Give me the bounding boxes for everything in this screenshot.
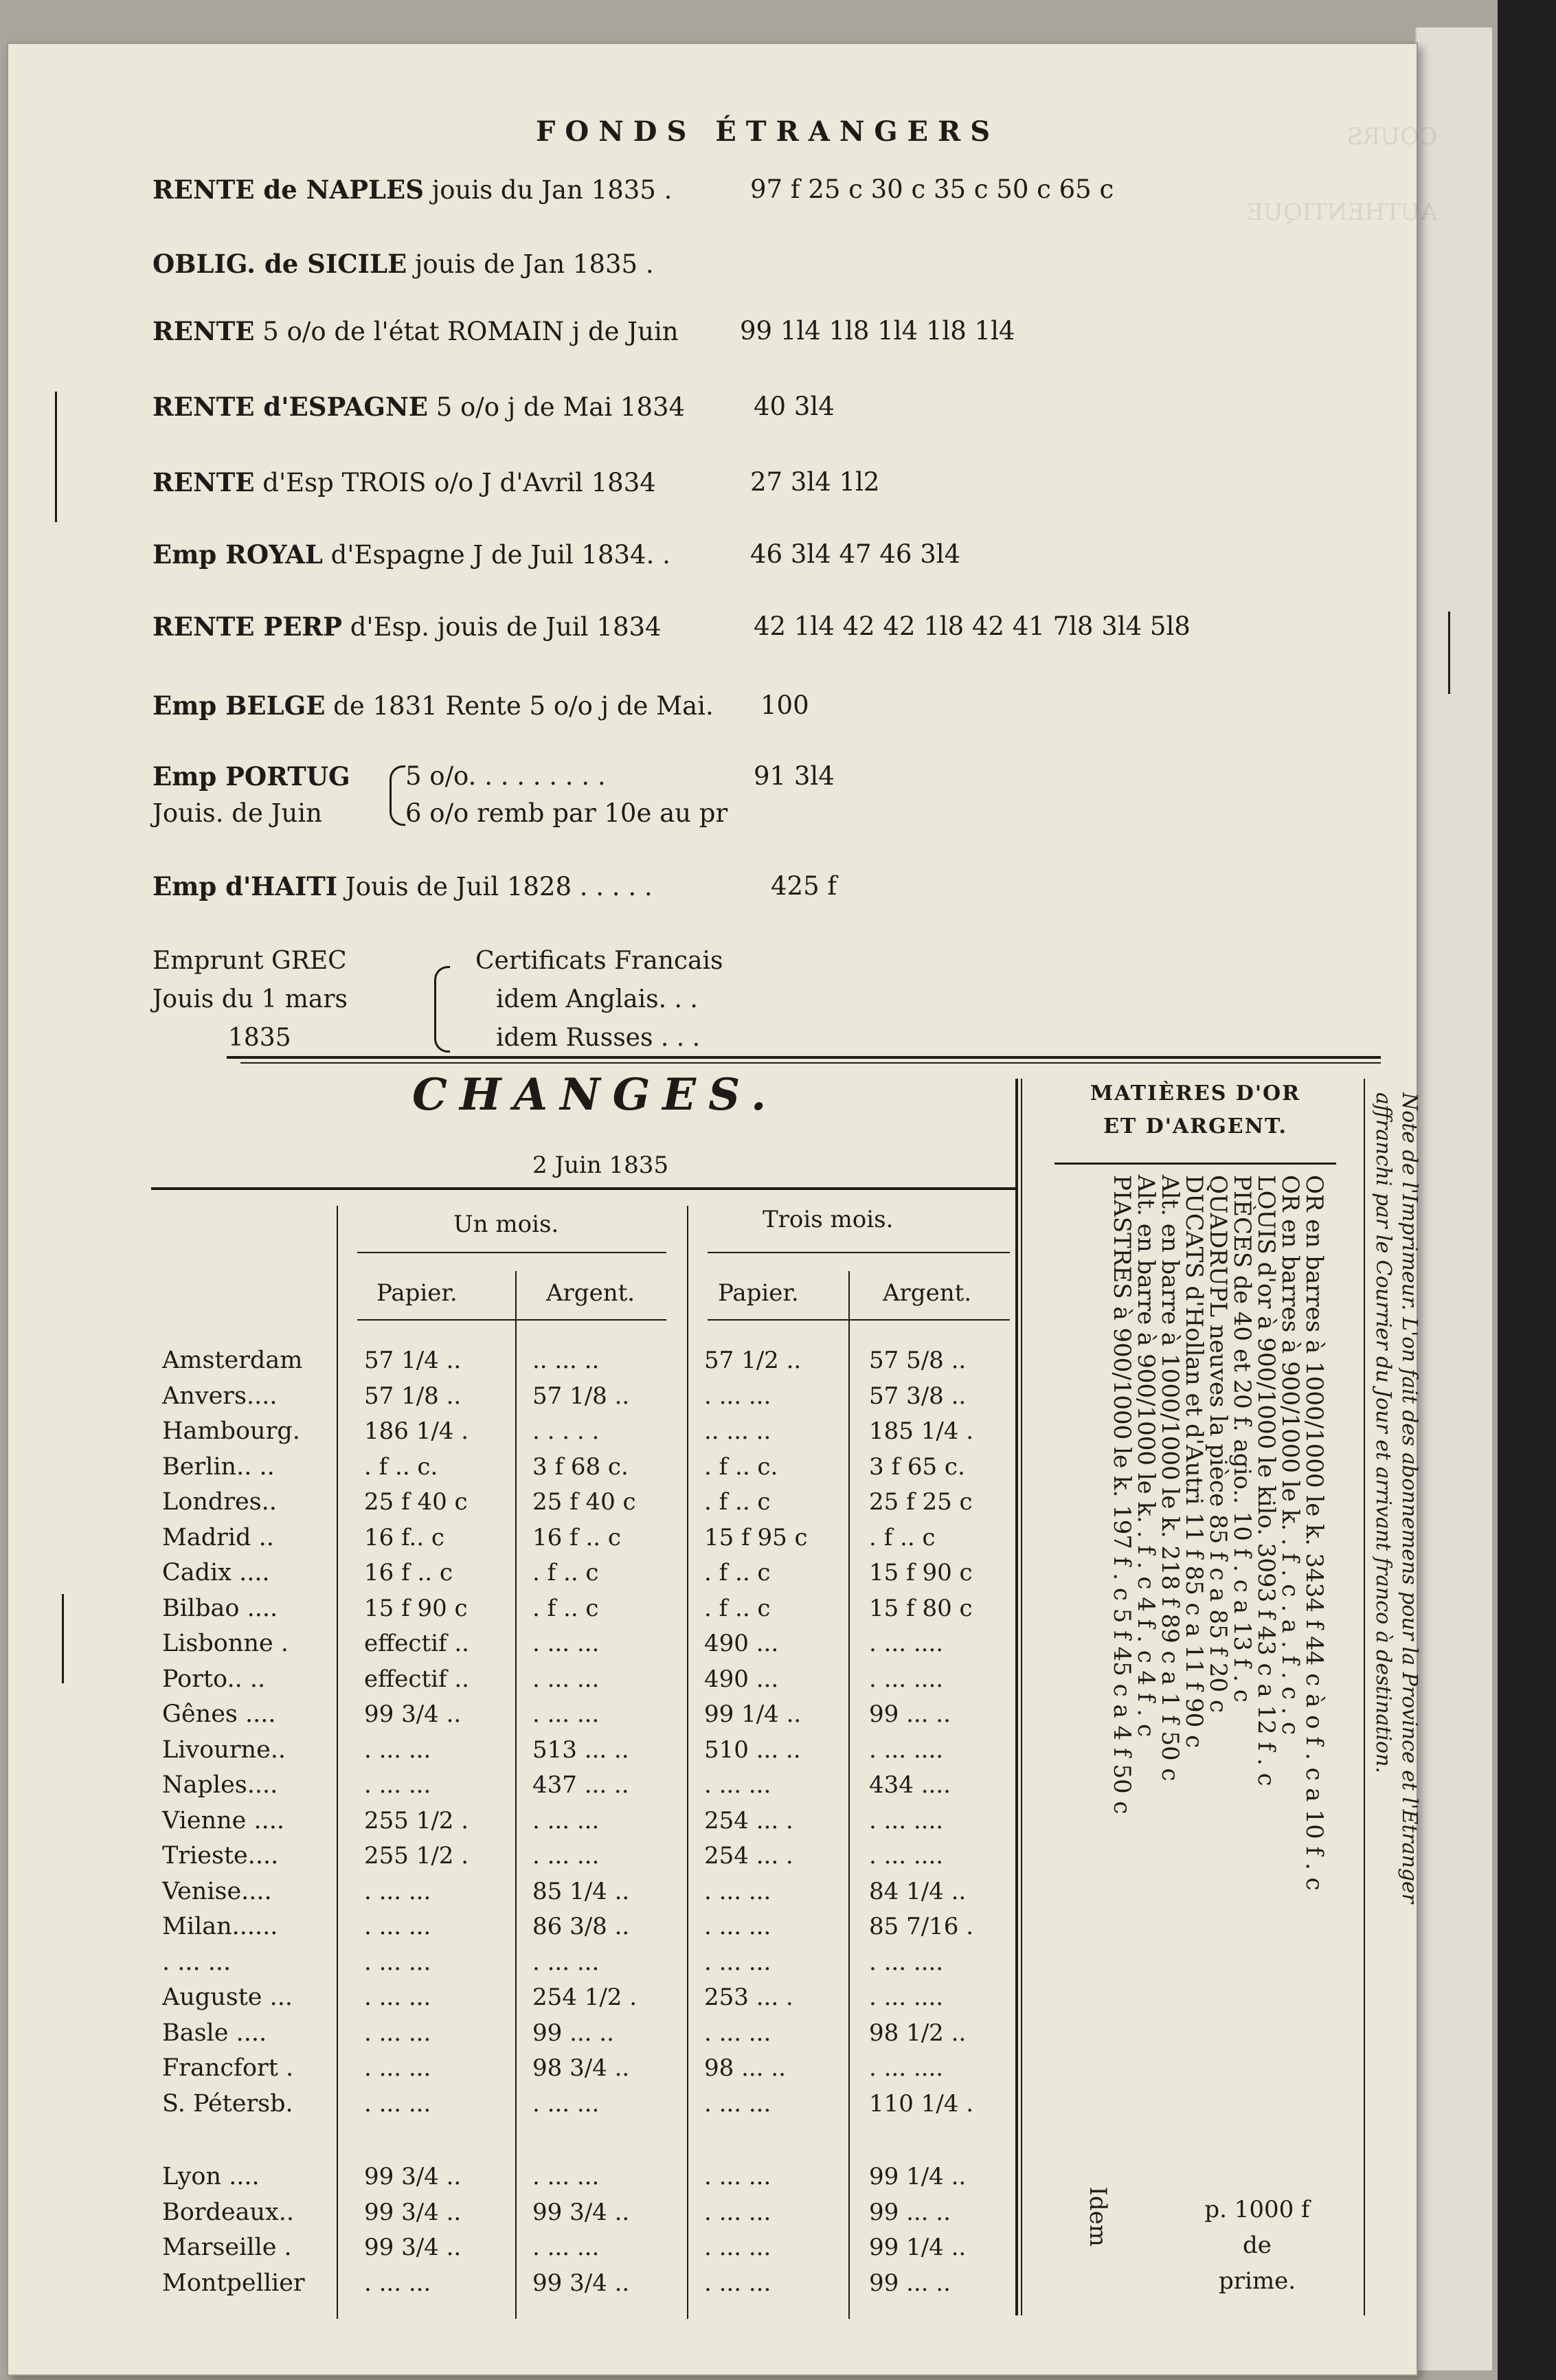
- city-name: Hambourg.: [162, 1417, 300, 1445]
- rate-cell: 513 ... ..: [532, 1736, 629, 1764]
- margin-mark: [55, 392, 57, 522]
- rate-cell: 99 3/4 ..: [364, 1700, 462, 1728]
- rate-cell: 84 1/4 ..: [869, 1877, 967, 1905]
- rate-cell: . f .. c: [869, 1523, 936, 1551]
- rate-cell: . ... ...: [364, 2019, 431, 2047]
- matieres-rates: [1030, 1175, 1326, 2288]
- rate-cell: 490 ...: [704, 1665, 779, 1693]
- rate-cell: . ... ....: [869, 1842, 944, 1870]
- city-name: Basle ....: [162, 2019, 267, 2047]
- col-underline: [708, 1319, 1010, 1321]
- fonds-row: Emp d'HAITI Jouis de Juil 1828 . . . . . 425 f: [153, 871, 837, 901]
- rate-cell: . ... ....: [869, 1984, 944, 2011]
- city-name: Amsterdam: [162, 1347, 303, 1374]
- rate-cell: . ... ...: [532, 1806, 600, 1834]
- rate-cell: 15 f 90 c: [364, 1594, 468, 1622]
- brace: [390, 765, 405, 826]
- rate-cell: . ... ....: [869, 1665, 944, 1693]
- rate-cell: . ... ...: [704, 2163, 771, 2190]
- rate-cell: 86 3/8 ..: [532, 1913, 630, 1940]
- column-divider: [1015, 1079, 1018, 2315]
- rate-cell: 99 1/4 ..: [869, 2163, 967, 2190]
- rate-cell: 98 3/4 ..: [532, 2054, 630, 2082]
- matieres-line: LOUIS d'or à 900/1000 le kilo. 3093 f 43 c a 12 f . c: [1252, 1175, 1280, 1786]
- table-column-rule: [337, 1206, 338, 2319]
- rate-cell: . ... ...: [364, 2054, 431, 2082]
- rate-cell: 99 ... ..: [869, 2269, 951, 2297]
- matieres-line: PIASTRES à 900/1000 le k. 197 f . c 5 f 45 c a 4 f 50 c: [1108, 1175, 1136, 1815]
- rate-cell: .. ... ..: [704, 1417, 771, 1445]
- fonds-row: RENTE 5 o/o de l'état ROMAIN j de Juin 99 1l4 1l8 1l4 1l8 1l4: [153, 316, 1015, 346]
- rate-cell: . ... ....: [869, 1806, 944, 1834]
- rate-cell: . f .. c: [532, 1559, 599, 1586]
- rate-cell: . f .. c.: [364, 1452, 438, 1481]
- rate-cell: .. ... ..: [532, 1347, 600, 1374]
- rate-cell: 98 1/2 ..: [869, 2019, 967, 2047]
- city-name: Bordeaux..: [162, 2198, 295, 2226]
- changes-title: CHANGES.: [412, 1069, 779, 1121]
- rate-cell: . ... ...: [364, 1948, 431, 1976]
- col-argent-3: Argent.: [883, 1279, 972, 1307]
- section-divider: [227, 1056, 1381, 1059]
- table-column-rule: [687, 1206, 688, 2319]
- rate-cell: 254 ... .: [704, 1806, 793, 1834]
- city-name: . ... ...: [162, 1948, 232, 1976]
- city-name: Francfort .: [162, 2054, 294, 2082]
- margin-mark: [62, 1594, 64, 1683]
- rate-cell: 25 f 25 c: [869, 1488, 973, 1516]
- rate-cell: . ... ....: [869, 2054, 944, 2082]
- rate-cell: 434 ....: [869, 1771, 951, 1799]
- rate-cell: 99 3/4 ..: [364, 2163, 462, 2190]
- city-name: Lyon ....: [162, 2163, 260, 2190]
- city-name: Venise....: [162, 1877, 272, 1905]
- fonds-row: RENTE d'ESPAGNE 5 o/o j de Mai 1834 40 3l4: [153, 392, 835, 422]
- city-name: Gênes ....: [162, 1700, 276, 1728]
- rate-cell: . f .. c: [532, 1594, 599, 1622]
- group-underline: [357, 1252, 666, 1253]
- rate-cell: . ... ...: [364, 1771, 431, 1799]
- city-name: Anvers....: [162, 1382, 278, 1410]
- margin-mark: [1448, 611, 1450, 694]
- group-underline: [708, 1252, 1010, 1253]
- rate-cell: 57 3/8 ..: [869, 1382, 967, 1410]
- rate-cell: 16 f .. c: [532, 1523, 621, 1551]
- city-name: Madrid ..: [162, 1523, 274, 1551]
- rate-cell: . f .. c: [704, 1488, 771, 1516]
- city-name: Vienne ....: [162, 1806, 284, 1834]
- rate-cell: . ... ...: [364, 1913, 431, 1940]
- rate-cell: . ... ....: [869, 1948, 944, 1976]
- rate-cell: 85 7/16 .: [869, 1913, 974, 1940]
- matieres-heading: MATIÈRES D'OR ET D'ARGENT.: [1090, 1081, 1301, 1138]
- rate-cell: 3 f 68 c.: [532, 1452, 629, 1481]
- rate-cell: 490 ...: [704, 1630, 779, 1657]
- table-column-rule: [515, 1271, 517, 2319]
- rate-cell: 16 f .. c: [364, 1559, 453, 1586]
- city-name: Montpellier: [162, 2269, 305, 2297]
- rate-cell: 99 1/4 ..: [869, 2234, 967, 2261]
- rate-cell: . ... ....: [869, 1736, 944, 1764]
- col-papier-1: Papier.: [376, 1279, 458, 1307]
- city-name: Livourne..: [162, 1736, 286, 1764]
- matieres-line: QUADRUPL neuves la pièce 85 f c a 85 f 20 c: [1204, 1175, 1232, 1713]
- fonds-row: Emp BELGE de 1831 Rente 5 o/o j de Mai. 100: [153, 691, 809, 721]
- rate-cell: . ... ...: [364, 1984, 431, 2011]
- rate-cell: 57 1/8 ..: [532, 1382, 630, 1410]
- book-spine: [1498, 0, 1556, 2380]
- rate-cell: . ... ...: [704, 2019, 771, 2047]
- col-papier-3: Papier.: [718, 1279, 799, 1307]
- rate-cell: effectif ..: [364, 1630, 469, 1657]
- rate-cell: 437 ... ..: [532, 1771, 629, 1799]
- city-name: Marseille .: [162, 2234, 292, 2261]
- rate-cell: . ... ...: [532, 1842, 600, 1870]
- rate-cell: . ... ...: [364, 2089, 431, 2118]
- city-name: Bilbao ....: [162, 1594, 278, 1622]
- rate-cell: . ... ...: [532, 1665, 600, 1693]
- fonds-row: RENTE d'Esp TROIS o/o J d'Avril 1834 27 3l4 1l2: [153, 467, 880, 497]
- matieres-prime: p. 1000 f de prime.: [1204, 2196, 1310, 2295]
- rate-cell: 16 f.. c: [364, 1523, 444, 1551]
- col-argent-1: Argent.: [546, 1279, 635, 1307]
- rate-cell: . ... ...: [704, 1382, 771, 1410]
- rate-cell: 99 1/4 ..: [704, 1700, 802, 1728]
- col-underline: [357, 1319, 666, 1321]
- rate-cell: 254 1/2 .: [532, 1984, 638, 2011]
- rate-cell: 57 1/8 ..: [364, 1382, 462, 1410]
- rate-cell: 57 1/2 ..: [704, 1347, 802, 1374]
- rate-cell: . . . . .: [532, 1417, 600, 1445]
- rate-cell: effectif ..: [364, 1665, 469, 1693]
- matieres-line: OR en barres à 900/1000 le k. . f . c . a . f . c . c: [1276, 1175, 1304, 1736]
- rate-cell: 85 1/4 ..: [532, 1877, 630, 1905]
- rate-cell: 25 f 40 c: [532, 1488, 636, 1516]
- rate-cell: . ... ...: [532, 2089, 600, 2118]
- section-divider-thin: [240, 1062, 1381, 1064]
- rate-cell: 25 f 40 c: [364, 1488, 468, 1516]
- fonds-row: RENTE PERP d'Esp. jouis de Juil 1834 42 1l4 42 42 1l8 42 41 7l8 3l4 5l8: [153, 611, 1191, 642]
- rate-cell: . ... ...: [532, 2234, 600, 2261]
- rate-cell: . ... ...: [704, 1771, 771, 1799]
- city-name: Naples....: [162, 1771, 278, 1799]
- rate-cell: . f .. c.: [704, 1452, 778, 1481]
- rate-cell: . ... ...: [704, 2234, 771, 2261]
- city-name: Londres..: [162, 1488, 277, 1516]
- fonds-row: OBLIG. de SICILE jouis de Jan 1835 .: [153, 249, 654, 279]
- matieres-line: Alt. en barre à 900/1000 le k. . f . c 4 f . c 4 f . c: [1132, 1175, 1160, 1738]
- rate-cell: . ... ...: [364, 1877, 431, 1905]
- rate-cell: 185 1/4 .: [869, 1417, 974, 1445]
- rate-cell: 15 f 80 c: [869, 1594, 973, 1622]
- rate-cell: 99 3/4 ..: [532, 2269, 630, 2297]
- matieres-line: DUCATS d'Hollan et d'Autri 11 f 85 c a 11 f 90 c: [1180, 1175, 1208, 1749]
- rate-cell: . ... ...: [364, 1736, 431, 1764]
- city-name: Lisbonne .: [162, 1630, 289, 1657]
- changes-header-rule: [151, 1187, 1017, 1190]
- matieres-idem: Idem: [1084, 2186, 1112, 2247]
- rate-cell: 255 1/2 .: [364, 1806, 469, 1834]
- matieres-line: OR en barres à 1000/1000 le k. 3434 f 44 c à o f . c a 10 f . c: [1300, 1175, 1328, 1891]
- city-name: Milan......: [162, 1913, 278, 1940]
- rate-cell: 15 f 95 c: [704, 1523, 808, 1551]
- rate-cell: 254 ... .: [704, 1842, 793, 1870]
- note-divider: [1364, 1079, 1365, 2315]
- city-name: Porto.. ..: [162, 1665, 266, 1693]
- rate-cell: . ... ....: [869, 1630, 944, 1657]
- rate-cell: 99 3/4 ..: [364, 2234, 462, 2261]
- rate-cell: 99 3/4 ..: [364, 2198, 462, 2226]
- rate-cell: . ... ...: [704, 2089, 771, 2118]
- rate-cell: 57 1/4 ..: [364, 1347, 462, 1374]
- rate-cell: 510 ... ..: [704, 1736, 801, 1764]
- rate-cell: 99 3/4 ..: [532, 2198, 630, 2226]
- rate-cell: 99 ... ..: [869, 2198, 951, 2226]
- rate-cell: 3 f 65 c.: [869, 1452, 965, 1481]
- rate-cell: . ... ...: [364, 2269, 431, 2297]
- rate-cell: 110 1/4 .: [869, 2089, 974, 2118]
- city-name: Auguste ...: [162, 1984, 293, 2011]
- col-group-un-mois: Un mois.: [453, 1211, 559, 1238]
- rate-cell: . ... ...: [532, 1700, 600, 1728]
- rate-cell: . ... ...: [704, 2269, 771, 2297]
- matieres-header-rule: [1055, 1163, 1336, 1165]
- fonds-row: Emp ROYAL d'Espagne J de Juil 1834. . 46 3l4 47 46 3l4: [153, 539, 961, 570]
- col-group-trois-mois: Trois mois.: [763, 1206, 894, 1233]
- rate-cell: . ... ...: [704, 1948, 771, 1976]
- rate-cell: 57 5/8 ..: [869, 1347, 967, 1374]
- rate-cell: . ... ...: [704, 2198, 771, 2226]
- rate-cell: . ... ...: [704, 1877, 771, 1905]
- city-name: Cadix ....: [162, 1559, 270, 1586]
- rate-cell: 15 f 90 c: [869, 1559, 973, 1586]
- matieres-line: Alt. en barre à 1000/1000 le k. 218 f 89 c a 1 f 50 c: [1156, 1175, 1184, 1782]
- changes-date: 2 Juin 1835: [532, 1152, 669, 1179]
- rate-cell: 255 1/2 .: [364, 1842, 469, 1870]
- city-name: Berlin.. ..: [162, 1452, 275, 1481]
- page-title: FONDS ÉTRANGERS: [536, 115, 1000, 148]
- rate-cell: 99 ... ..: [532, 2019, 614, 2047]
- rate-cell: 99 ... ..: [869, 1700, 951, 1728]
- rate-cell: . ... ...: [532, 1948, 600, 1976]
- rate-cell: . ... ...: [532, 1630, 600, 1657]
- table-column-rule: [848, 1271, 850, 2319]
- rate-cell: 253 ... .: [704, 1984, 793, 2011]
- rate-cell: . ... ...: [704, 1913, 771, 1940]
- rate-cell: 98 ... ..: [704, 2054, 786, 2082]
- rate-cell: . ... ...: [532, 2163, 600, 2190]
- city-name: S. Pétersb.: [162, 2089, 293, 2118]
- column-divider-thin: [1021, 1079, 1022, 2315]
- rate-cell: 186 1/4 .: [364, 1417, 469, 1445]
- fonds-row: RENTE de NAPLES jouis du Jan 1835 . 97 f 25 c 30 c 35 c 50 c 65 c: [153, 175, 1114, 205]
- rate-cell: . f .. c: [704, 1594, 771, 1622]
- show-through-text: COURS AUTHENTIQUE: [1246, 123, 1437, 226]
- matieres-line: PIÈCES de 40 et 20 f. agio.. 10 f . c a 13 f . c: [1228, 1175, 1256, 1703]
- rate-cell: . f .. c: [704, 1559, 771, 1586]
- brace: [434, 966, 450, 1053]
- city-name: Trieste....: [162, 1842, 279, 1870]
- printer-note: Note de l'Imprimeur. L'on fait des abonnemens pour la Province et l'Etranger affranchi par le Courrier du Jour et arrivant franco à destination.: [1371, 1092, 1421, 1904]
